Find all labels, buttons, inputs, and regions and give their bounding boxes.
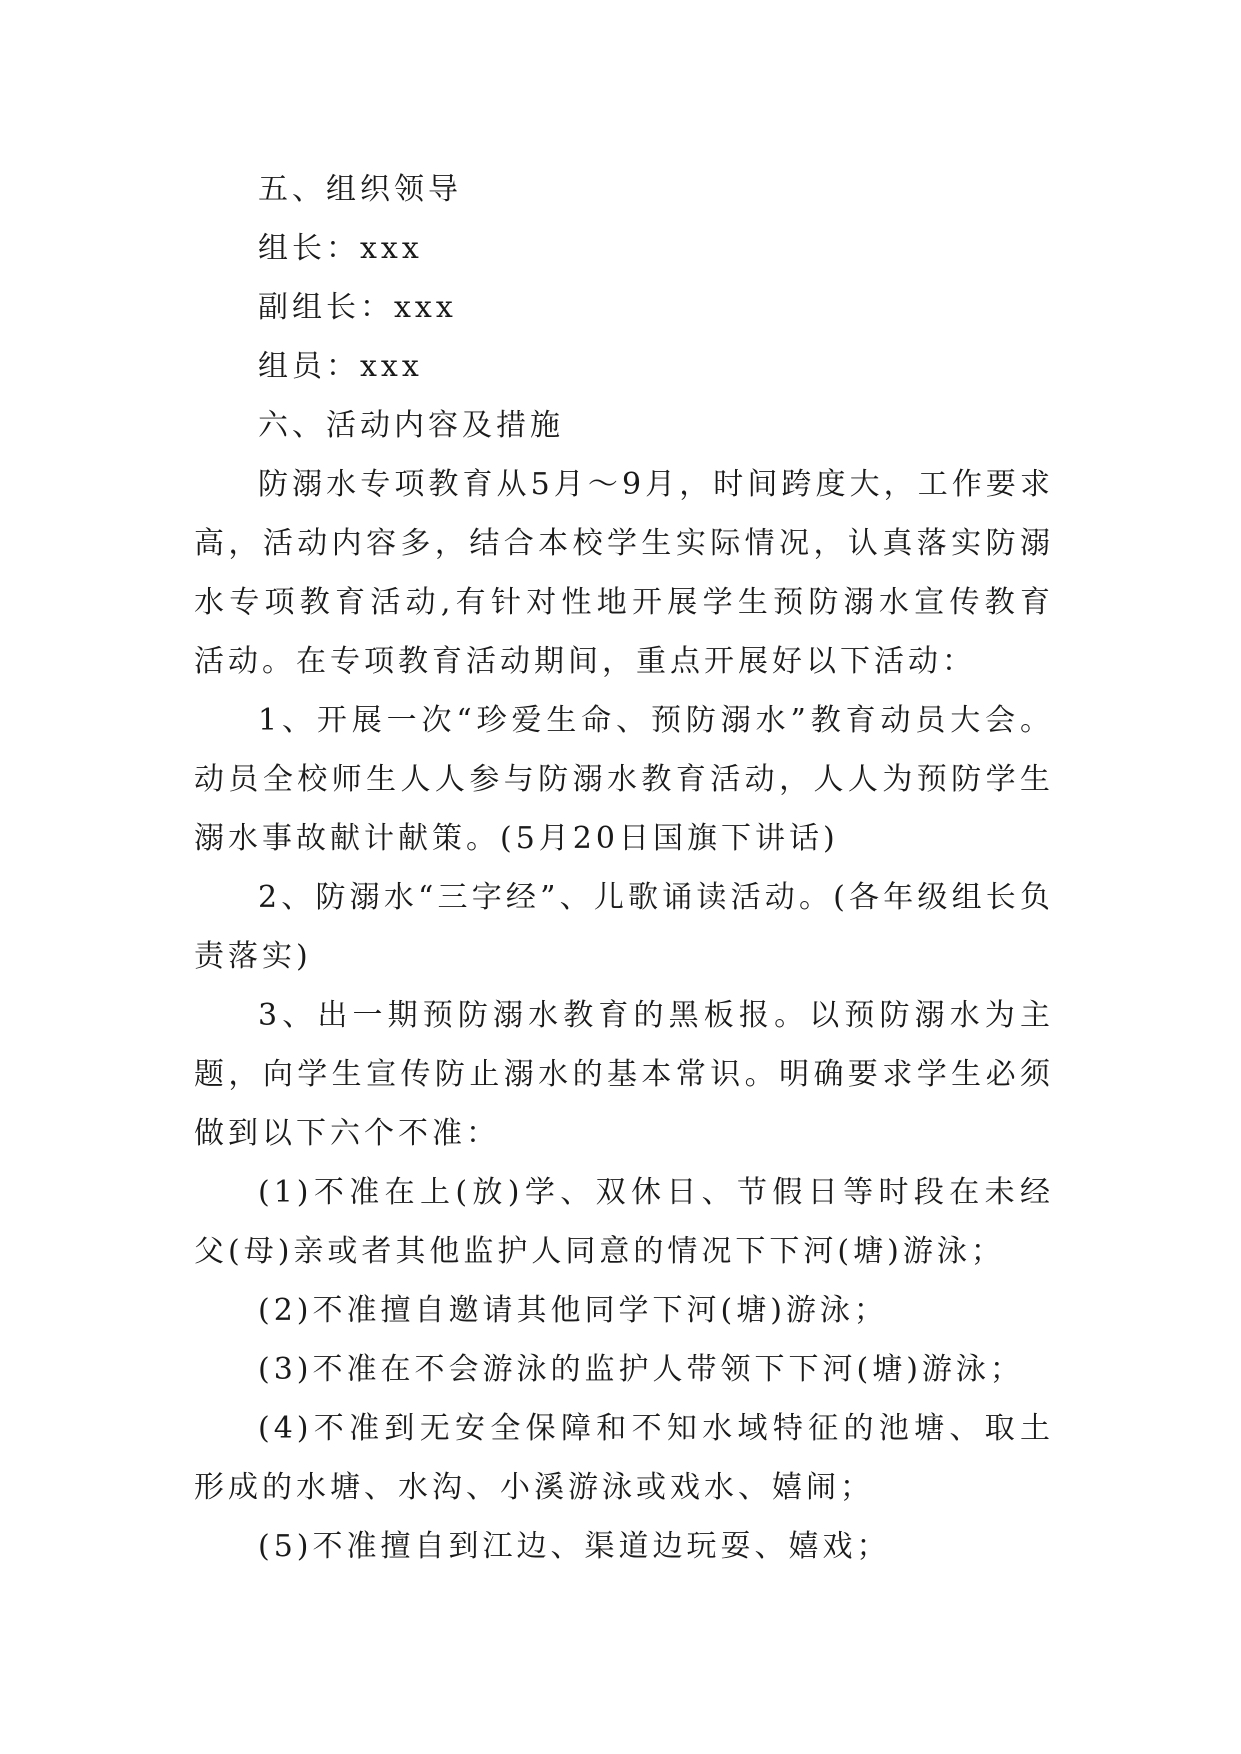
paragraph-item-1: 1、开展一次“珍爱生命、预防溺水”教育动员大会。动员全校师生人人参与防溺水教育活动，人人为预防学生溺水事故献计献策。(5月20日国旗下讲话): [194, 703, 1054, 856]
rule-2: (2)不准擅自邀请其他同学下河(塘)游泳；: [258, 1293, 888, 1328]
paragraph-item-3: 3、出一期预防溺水教育的黑板报。以预防溺水为主题，向学生宣传防止溺水的基本常识。明确要求学生必须做到以下六个不准：: [194, 998, 1054, 1151]
team-members-line: 组员：xxx: [258, 349, 423, 384]
rule-1: (1)不准在上(放)学、双休日、节假日等时段在未经父(母)亲或者其他监护人同意的情况下下河(塘)游泳；: [194, 1175, 1054, 1269]
rule-4: (4)不准到无安全保障和不知水域特征的池塘、取土形成的水塘、水沟、小溪游泳或戏水、嬉闹；: [194, 1411, 1054, 1505]
document-body: [194, 160, 1054, 1576]
paragraph-item-2: 2、防溺水“三字经”、儿歌诵读活动。(各年级组长负责落实): [194, 880, 1054, 974]
section-heading-organization: 五、组织领导: [258, 172, 462, 207]
deputy-leader-line: 副组长：xxx: [258, 290, 457, 325]
paragraph-overview: 防溺水专项教育从5月～9月，时间跨度大，工作要求高，活动内容多，结合本校学生实际情况，认真落实防溺水专项教育活动,有针对性地开展学生预防溺水宣传教育活动。在专项教育活动期间，重点开展好以下活动：: [194, 467, 1054, 679]
section-heading-activities: 六、活动内容及措施: [258, 408, 564, 443]
rule-5: (5)不准擅自到江边、渠道边玩耍、嬉戏；: [258, 1529, 891, 1564]
rule-3: (3)不准在不会游泳的监护人带领下下河(塘)游泳；: [258, 1352, 1024, 1387]
team-leader-line: 组长：xxx: [258, 231, 423, 266]
